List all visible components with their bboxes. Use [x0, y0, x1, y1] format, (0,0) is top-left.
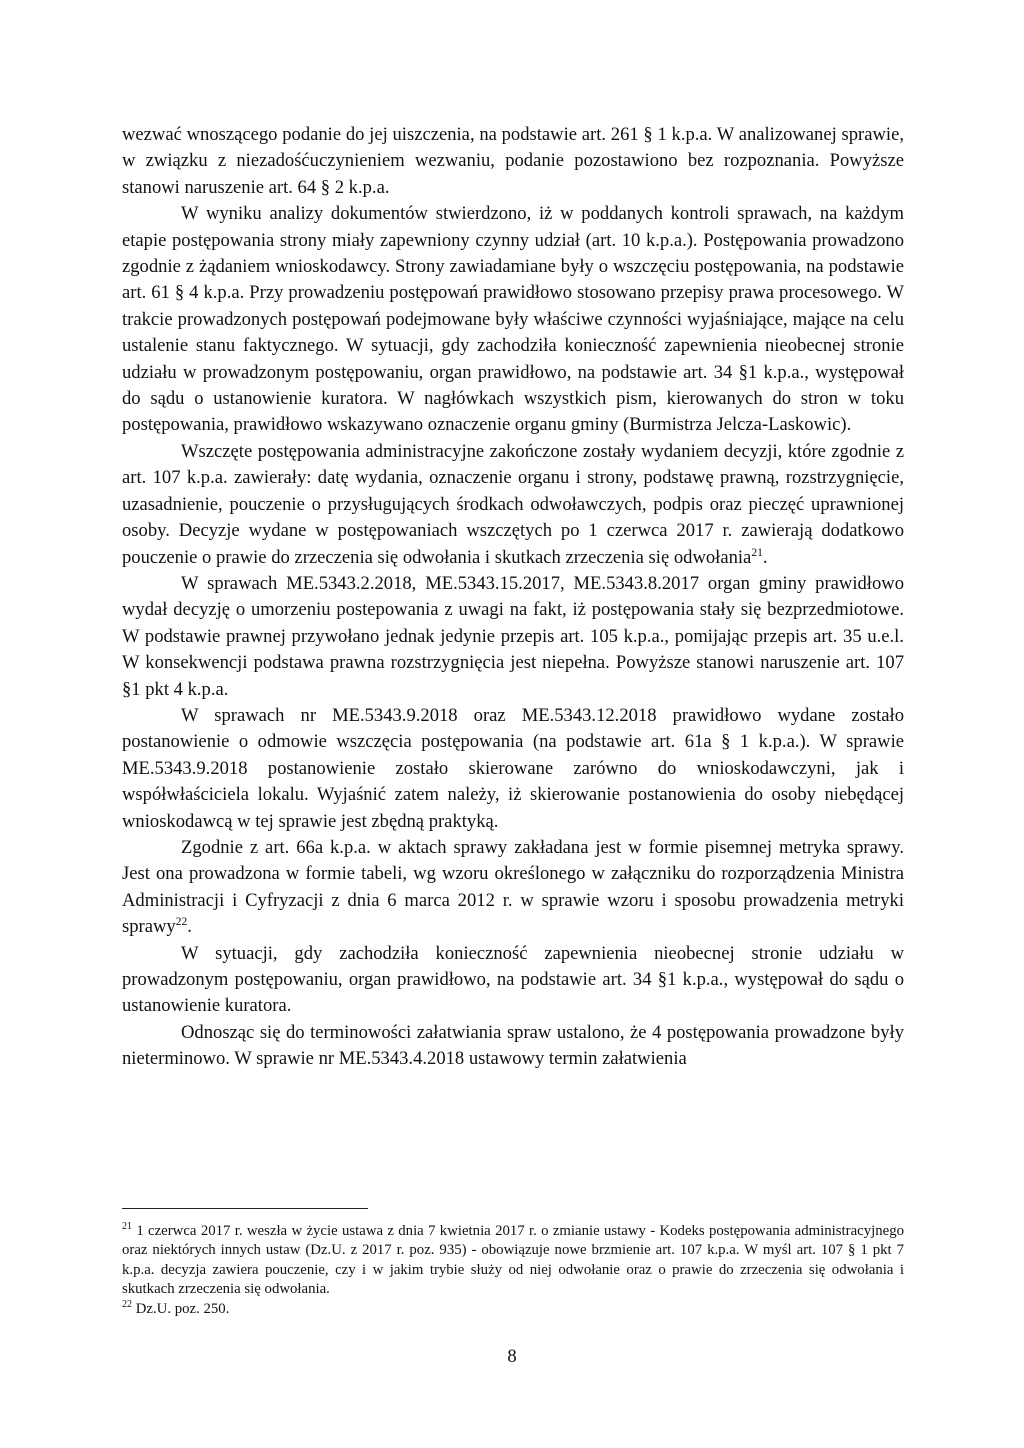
footnote-ref-22[interactable]: 22	[175, 916, 188, 929]
footnote-text: Dz.U. poz. 250.	[132, 1300, 230, 1317]
paragraph-decisions-tail: .	[762, 546, 768, 568]
page-number: 8	[507, 1346, 517, 1367]
paragraph-discontinuation: W sprawach ME.5343.2.2018, ME.5343.15.2017, ME.5343.8.2017 organ gminy prawidłowo wydał decyzję o umorzeniu postepowania z uwagi na fakt, iż postępowania stały się bezprzedmiotowe. W podstawie prawnej przywołano jednak jedynie przepis art. 105 k.p.a., pomijając przepis art. 35 u.e.l. W konsekwencji podstawa prawna rozstrzygnięcia jest niepełna. Powyższe stanowi naruszenie art. 107 §1 pkt 4 k.p.a.	[122, 572, 904, 700]
paragraph-metryka	[122, 835, 904, 941]
footnote-ref-21[interactable]: 21	[751, 546, 763, 559]
footnote-22	[122, 1300, 904, 1319]
paragraph-decisions	[122, 439, 904, 571]
paragraph-metryka-tail: .	[187, 916, 192, 938]
paragraph-decisions-text: Wszczęte postępowania administracyjne zakończone zostały wydaniem decyzji, które zgodnie z art. 107 k.p.a. zawierały: datę wydania, oznaczenie organu i strony, podstawę prawną, rozstrzygnięcie, uzasadnienie, pouczenie o przysługujących środkach odwoławczych, podpis oraz pieczęć uprawnionej osoby. Decyzje wydane w postępowaniach wszczętych po 1 czerwca 2017 r. zawierają dodatkowo pouczenie o prawie do zrzeczenia się odwołania i skutkach zrzeczenia się odwołania	[122, 440, 904, 568]
body-text	[122, 122, 904, 1073]
footnote-number: 21	[122, 1221, 132, 1232]
footnote-number: 22	[122, 1298, 132, 1310]
paragraph-refusal: W sprawach nr ME.5343.9.2018 oraz ME.5343.12.2018 prawidłowo wydane zostało postanowienie o odmowie wszczęcia postępowania (na podstawie art. 61a § 1 k.p.a.). W sprawie ME.5343.9.2018 postanowienie zostało skierowane zarówno do wnioskodawczyni, jak i współwłaściciela lokalu. Wyjaśnić zatem należy, iż skierowanie postanowienia do osoby niebędącej wnioskodawcą w tej sprawie jest zbędną praktyką.	[122, 704, 904, 832]
paragraph-continuation: wezwać wnoszącego podanie do jej uiszczenia, na podstawie art. 261 § 1 k.p.a. W analizowanej sprawie, w związku z niezadośćuczynieniem wezwaniu, podanie pozostawiono bez rozpoznania. Powyższe stanowi naruszenie art. 64 § 2 k.p.a.	[122, 124, 904, 198]
footnote-21	[122, 1222, 904, 1300]
footnote-separator	[122, 1208, 368, 1209]
paragraph-participation: W wyniku analizy dokumentów stwierdzono, iż w poddanych kontroli sprawach, na każdym etapie postępowania strony miały zapewniony czynny udział (art. 10 k.p.a.). Postępowania prowadzono zgodnie z żądaniem wnioskodawcy. Strony zawiadamiane były o wszczęciu postępowania, na podstawie art. 61 § 4 k.p.a. Przy prowadzeniu postępowań prawidłowo stosowano przepisy prawa procesowego. W trakcie prowadzonych postępowań podejmowane były właściwe czynności wyjaśniające, mające na celu ustalenie stanu faktycznego. W sytuacji, gdy zachodziła konieczność zapewnienia nieobecnej stronie udziału w prowadzonym postępowaniu, organ prawidłowo, na podstawie art. 34 §1 k.p.a., występował do sądu o ustanowienie kuratora. W nagłówkach wszystkich pism, kierowanych do stron w toku postępowania, prawidłowo wskazywano oznaczenie organu gminy (Burmistrza Jelcza-Laskowic).	[122, 203, 904, 436]
footnotes	[122, 1222, 904, 1319]
paragraph-curator: W sytuacji, gdy zachodziła konieczność zapewnienia nieobecnej stronie udziału w prowadzonym postępowaniu, organ prawidłowo, na podstawie art. 34 §1 k.p.a., występował do sądu o ustanowienie kuratora.	[122, 942, 904, 1017]
footnote-text: 1 czerwca 2017 r. weszła w życie ustawa z dnia 7 kwietnia 2017 r. o zmianie ustawy - Kodeks postępowania administracyjnego oraz niektórych innych ustaw (Dz.U. z 2017 r. poz. 935) - obowiązuje nowe brzmienie art. 107 k.p.a. W myśl art. 107 § 1 pkt 7 k.p.a. decyzja zawiera pouczenie, czy i w jakim trybie służy od niej odwołanie oraz o prawie do zrzeczenia się odwołania i skutkach zrzeczenia się odwołania.	[122, 1223, 904, 1298]
paragraph-timeliness: Odnosząc się do terminowości załatwiania spraw ustalono, że 4 postępowania prowadzone były nieterminowo. W sprawie nr ME.5343.4.2018 ustawowy termin załatwienia	[122, 1021, 904, 1070]
paragraph-metryka-text: Zgodnie z art. 66a k.p.a. w aktach sprawy zakładana jest w formie pisemnej metryka sprawy. Jest ona prowadzona w formie tabeli, wg wzoru określonego w załączniku do rozporządzenia Ministra Administracji i Cyfryzacji z dnia 6 marca 2012 r. w sprawie wzoru i sposobu prowadzenia metryki sprawy	[122, 836, 904, 938]
